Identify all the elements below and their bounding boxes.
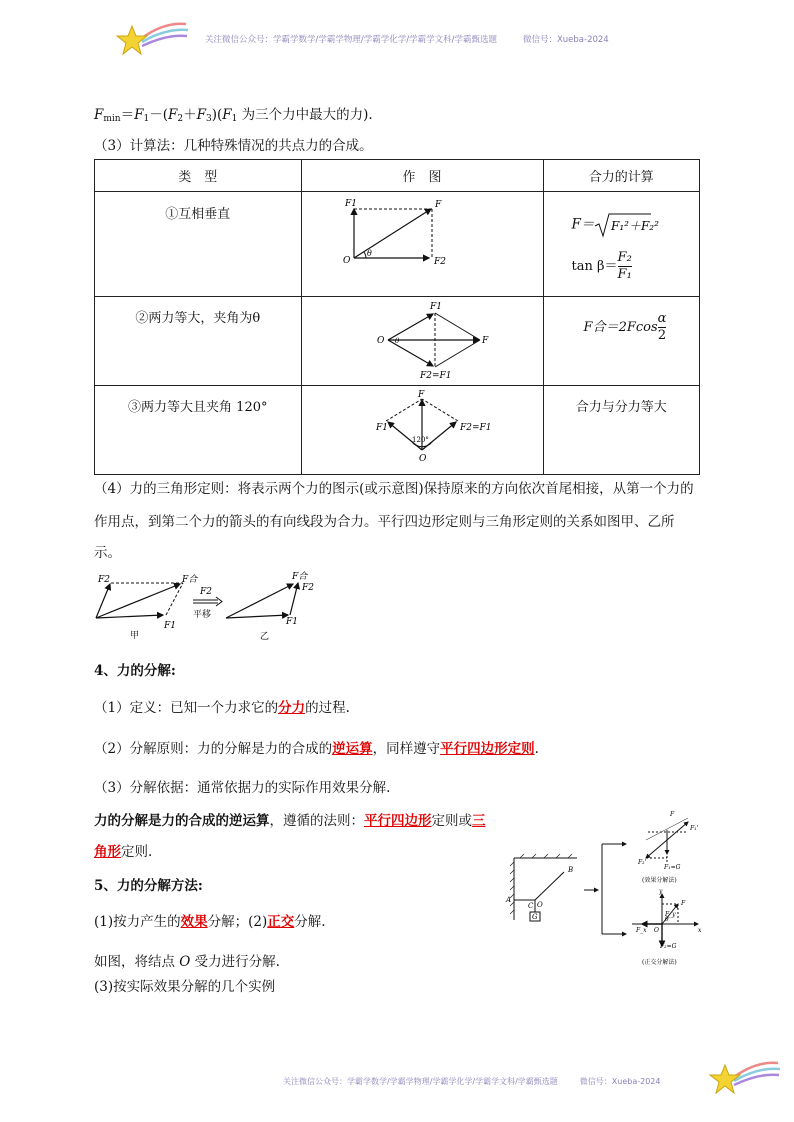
decomposition-basis: （3）分解依据：通常依据力的实际作用效果分解. [94,780,391,796]
sqrt-sign-icon [594,212,660,238]
svg-text:x: x [698,927,702,934]
svg-text:F: F [670,811,675,818]
star-logo-icon [112,18,192,62]
svg-text:F2: F2 [302,583,314,593]
table-header-calc: 合力的计算 [543,160,699,192]
fmin-formula: $F_{min}=F_1-(F_2+F_3)(F_1$ 为三个力中最大的力). [94,107,373,124]
svg-text:O: O [537,901,543,909]
svg-text:(效果分解法): (效果分解法) [642,877,677,884]
star-logo-icon [706,1057,782,1099]
svg-text:F合: F合 [292,572,308,582]
svg-text:θ: θ [665,916,669,923]
row1-calc: F＝ F₁²＋F₂² tan β＝ $\frac{\text{F₂}}{\text{F₁}}$ [543,192,699,297]
svg-text:平移: 平移 [193,610,212,620]
decomposition-title: 4、力的分解: [94,663,176,679]
decomposition-definition: （1）定义：已知一个力求它的分力的过程. [94,700,350,716]
svg-text:F1: F1 [286,617,298,627]
svg-text:F_y: F_y [665,911,676,918]
methods-line: (1)按力产生的效果分解；(2)正交分解. [94,914,326,930]
svg-text:F₁=G: F₁=G [664,864,681,871]
svg-text:F_x: F_x [636,927,647,934]
svg-text:F2: F2 [98,575,110,585]
methods-examples: (3)按实际效果分解的几个实例 [94,979,276,995]
row3-type: ③两力等大且夹角 120° [95,386,302,475]
svg-text:F₂': F₂' [638,859,647,866]
triangle-rule-line2: 作用点，到第二个力的箭头的有向线段为合力。平行四边形定则与三角形定则的关系如图甲、乙所 [94,514,675,530]
table-row [95,192,700,297]
footer-wechat: 微信号：Xueba-2024 [579,1077,661,1086]
svg-text:F合: F合 [182,575,198,585]
svg-text:F1: F1 [344,199,357,209]
decomposition-rule-cont: 角形定则. [94,844,153,860]
row1-type: ①互相垂直 [95,192,302,297]
svg-text:F1: F1 [375,423,388,433]
header-wechat: 微信号：Xueba-2024 [522,35,609,45]
force-composition-table [94,159,700,475]
svg-text:(正交分解法): (正交分解法) [642,959,677,966]
page-header [205,33,609,45]
svg-text:B: B [568,866,574,874]
decomposition-principle: （2）分解原则：力的分解是力的合成的逆运算，同样遵守平行四边形定则. [94,741,539,757]
row1-diagram [301,192,543,297]
table-header-type: 类 型 [95,160,302,192]
table-header-diagram: 作 图 [301,160,543,192]
svg-text:G: G [532,913,538,921]
row3-diagram [301,386,543,475]
decomposition-rule: 力的分解是力的合成的逆运算，遵循的法则：平行四边形定则或三 [94,813,486,829]
triangle-rule-line1: （4）力的三角形定则：将表示两个力的图示(或示意图)保持原来的方向依次首尾相接，从第一个力的 [94,481,694,497]
svg-text:F2=F1: F2=F1 [419,371,452,381]
svg-text:O: O [418,454,426,464]
header-text: 关注微信公众号：学霸学数学/学霸学物理/学霸学化学/学霸学文科/学霸甄选题 [205,35,497,45]
svg-text:F₁': F₁' [690,825,699,832]
calc-method-heading: （3）计算法：几种特殊情况的共点力的合成。 [94,138,373,154]
svg-text:F: F [481,336,488,346]
svg-text:F: F [417,390,424,400]
parallelogram-triangle-figure [90,570,330,642]
row2-calc: F合＝2Fcos $\frac{\alpha}{2}$ [543,297,699,386]
table-row [95,297,700,386]
svg-text:O: O [376,336,384,346]
svg-text:F2: F2 [433,257,446,267]
methods-title: 5、力的分解方法: [94,878,203,894]
svg-text:F: F [681,900,686,907]
row3-calc: 合力与分力等大 [543,386,699,475]
svg-text:C: C [528,902,534,910]
methods-example: 如图，将结点 O 受力进行分解. [94,954,280,970]
svg-text:乙: 乙 [260,632,270,642]
svg-text:F₁²＋F₂²: F₁²＋F₂² [611,219,660,233]
svg-text:F1: F1 [429,302,442,312]
knot-decomposition-figure [502,810,708,970]
row2-type: ②两力等大，夹角为θ [95,297,302,386]
svg-text:A: A [506,896,512,904]
svg-text:120°: 120° [411,436,429,444]
row2-diagram [301,297,543,386]
footer-text: 关注微信公众号：学霸学数学/学霸学物理/学霸学化学/学霸学文科/学霸甄选题 [283,1077,558,1086]
svg-text:y: y [659,888,663,895]
svg-text:F1: F1 [164,621,176,631]
svg-text:O: O [342,256,350,266]
svg-text:O: O [654,927,659,934]
svg-text:甲: 甲 [130,631,140,641]
table-row [95,386,700,475]
svg-text:F₂=G: F₂=G [660,943,677,950]
triangle-rule-line3: 示。 [94,545,121,561]
page-footer [283,1076,660,1087]
svg-text:F: F [434,200,441,210]
svg-text:F2: F2 [200,587,212,597]
svg-text:θ: θ [366,249,372,258]
svg-text:F2=F1: F2=F1 [459,423,492,433]
perpendicular-forces-diagram [302,192,542,292]
equal-forces-diagram [302,297,542,381]
equal-forces-120-diagram [302,386,542,470]
svg-text:θ: θ [394,337,399,345]
